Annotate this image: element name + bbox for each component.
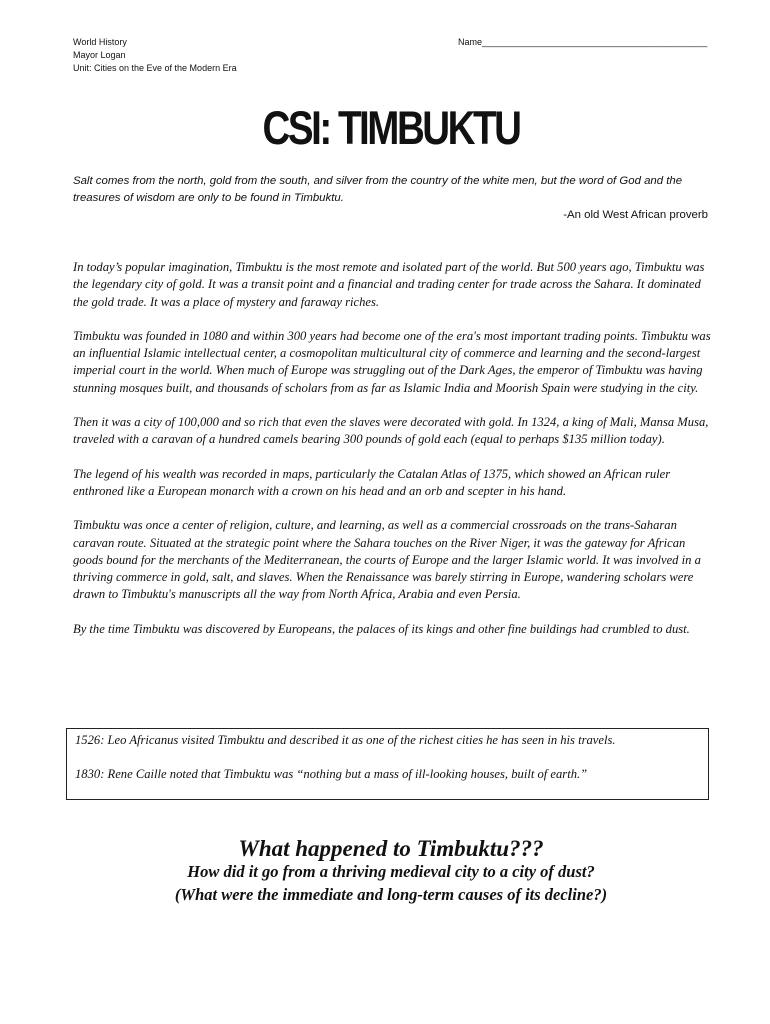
proverb-attribution: -An old West African proverb bbox=[563, 209, 708, 221]
page-title: CSI: TIMBUKTU bbox=[262, 101, 520, 154]
paragraph: Then it was a city of 100,000 and so rich that even the slaves were decorated with gold. In 1324, a king of Mali, Mansa Musa, traveled with a caravan of a hundred camels bearing 300 pounds of gold each (equal to perhaps $135 million today). bbox=[73, 415, 709, 447]
timeline-entry: 1526: Leo Africanus visited Timbuktu and described it as one of the richest cities he has seen in his travels. bbox=[75, 733, 616, 747]
student-name-field: Name_____________________________________________ bbox=[458, 37, 708, 47]
teacher-name: Mayor Logan bbox=[73, 50, 126, 60]
worksheet-header bbox=[73, 36, 237, 75]
unit-name: Unit: Cities on the Eve of the Modern Era bbox=[73, 63, 237, 73]
timeline-box bbox=[66, 728, 709, 800]
proverb-quote: Salt comes from the north, gold from the south, and silver from the country of the white men, but the word of God and the treasures of wisdom are only to be found in Timbuktu. bbox=[73, 175, 683, 204]
paragraph: Timbuktu was founded in 1080 and within 300 years had become one of the era's most important trading points. Timbuktu was an influential Islamic intellectual center, a cosmopolitan multicultural city of commerce and learning and the second-largest imperial court in the world. When much of Europe was struggling out of the Dark Ages, the emperor of Timbuktu was having stunning mosques built, and thousands of scholars from as far as Islamic India and Moorish Spain were studying in the city. bbox=[73, 328, 711, 395]
main-question: What happened to Timbuktu??? bbox=[238, 836, 544, 861]
reading-passage bbox=[73, 259, 711, 655]
sub-question: (What were the immediate and long-term causes of its decline?) bbox=[174, 885, 608, 904]
sub-question: How did it go from a thriving medieval city to a city of dust? bbox=[187, 862, 595, 881]
paragraph: By the time Timbuktu was discovered by Europeans, the palaces of its kings and other fine buildings had crumbled to dust. bbox=[73, 621, 690, 636]
paragraph: The legend of his wealth was recorded in maps, particularly the Catalan Atlas of 1375, which showed an African ruler enthroned like a European monarch with a crown on his head and an orb and scepter in his hand. bbox=[73, 466, 671, 498]
paragraph: Timbuktu was once a center of religion, culture, and learning, as well as a commercial crossroads on the trans-Saharan caravan route. Situated at the strategic point where the Sahara touches on the River Niger, it was the gateway for African goods bound for the merchants of the Mediterranean, the courts of Europe and the larger Islamic world. It was involved in a thriving commerce in gold, salt, and slaves. When the Renaissance was barely stirring in Europe, wandering scholars were drawn to Timbuktu's manuscripts all the way from North Africa, Arabia and even Persia. bbox=[73, 518, 701, 602]
course-name: World History bbox=[73, 37, 127, 47]
timeline-entry: 1830: Rene Caille noted that Timbuktu was “nothing but a mass of ill-looking houses, built of earth.” bbox=[75, 767, 588, 781]
paragraph: In today’s popular imagination, Timbuktu is the most remote and isolated part of the world. But 500 years ago, Timbuktu was the legendary city of gold. It was a transit point and a financial and trading center for trade across the Sahara. It dominated the gold trade. It was a place of mystery and faraway riches. bbox=[73, 260, 705, 309]
